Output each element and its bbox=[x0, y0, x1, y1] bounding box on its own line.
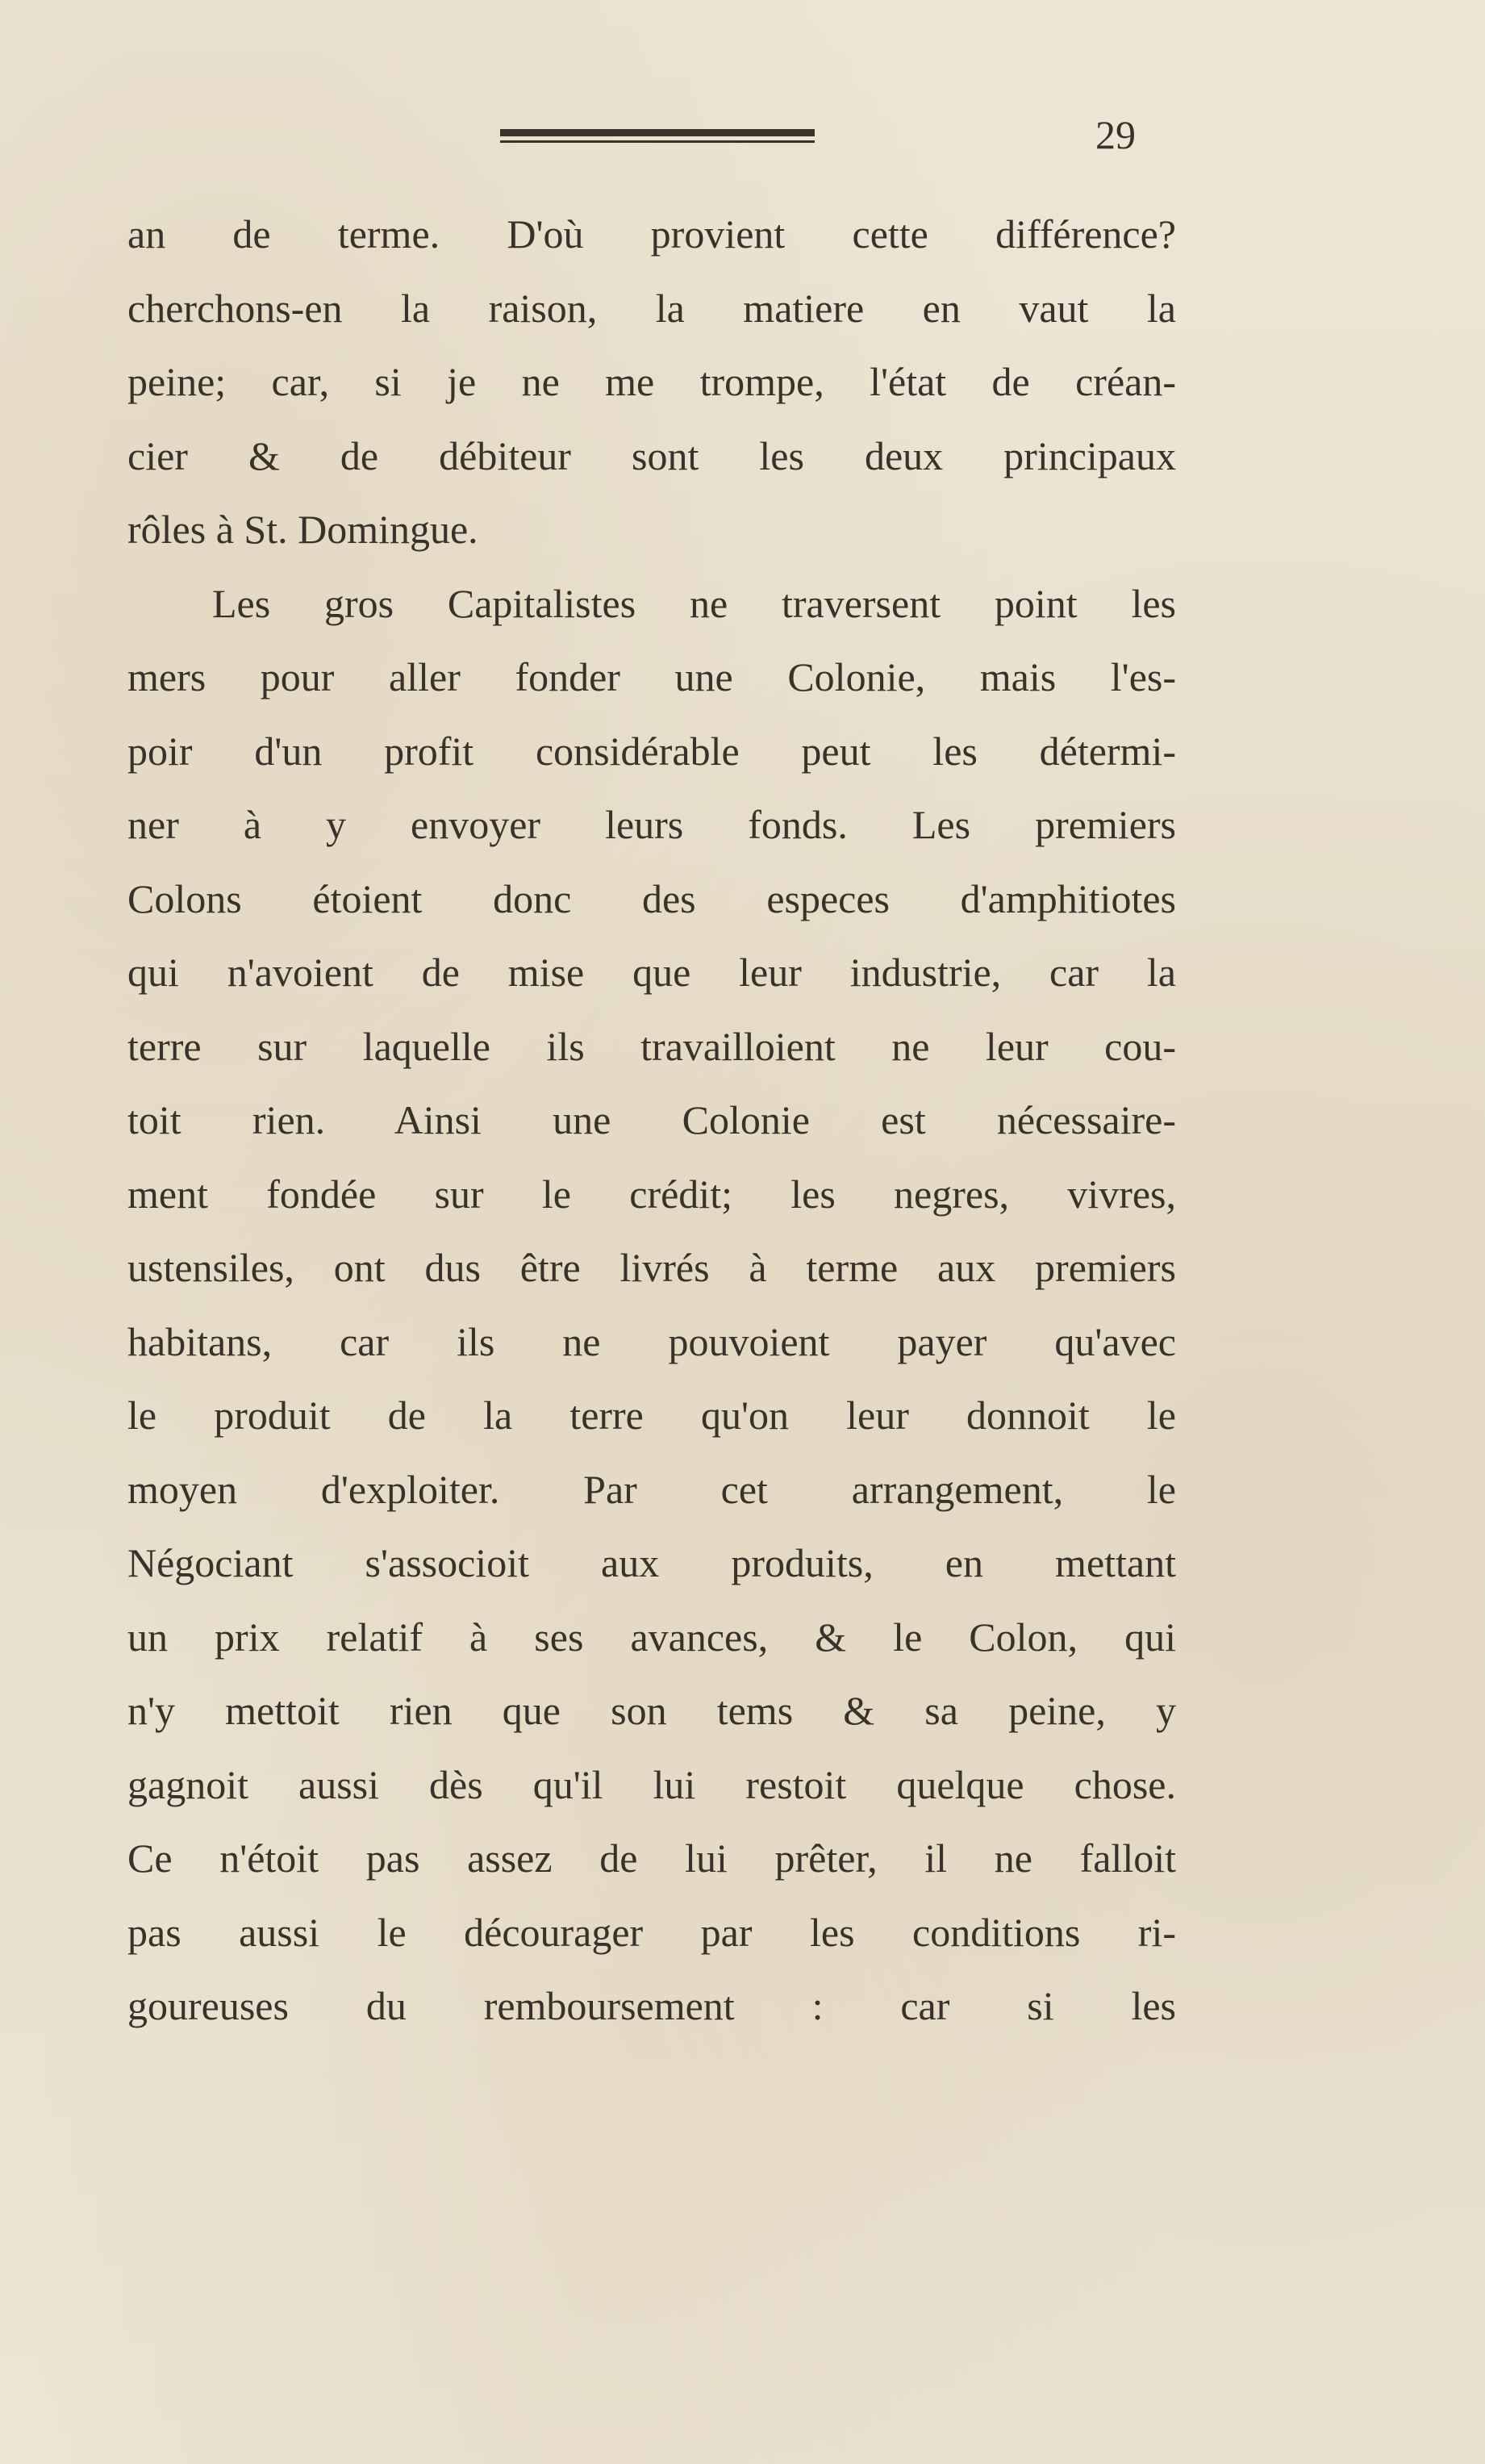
header-rule-thin bbox=[500, 140, 815, 143]
text-line: rôles à St. Domingue. bbox=[127, 507, 478, 552]
body-text bbox=[127, 198, 1176, 2044]
text-line: toit rien. Ainsi une Colonie est nécessaire- bbox=[127, 1097, 1176, 1142]
text-line: qui n'avoient de mise que leur industrie, car la bbox=[127, 950, 1176, 995]
text-line: habitans, car ils ne pouvoient payer qu'avec bbox=[127, 1318, 1176, 1364]
text-line: ustensiles, ont dus être livrés à terme aux premiers bbox=[127, 1245, 1176, 1290]
page-number: 29 bbox=[1095, 112, 1136, 157]
text-line: cherchons-en la raison, la matiere en vaut la bbox=[127, 285, 1176, 331]
text-line: an de terme. D'où provient cette différence? bbox=[127, 211, 1176, 257]
text-line: pas aussi le décourager par les conditions ri- bbox=[127, 1909, 1176, 1955]
text-line: Ce n'étoit pas assez de lui prêter, il ne falloit bbox=[127, 1835, 1176, 1881]
text-line: ner à y envoyer leurs fonds. Les premiers bbox=[127, 802, 1176, 847]
text-line: un prix relatif à ses avances, & le Colon, qui bbox=[127, 1614, 1176, 1660]
text-line: gagnoit aussi dès qu'il lui restoit quelque chose. bbox=[127, 1761, 1176, 1807]
text-line: mers pour aller fonder une Colonie, mais l'es- bbox=[127, 654, 1176, 700]
text-line: le produit de la terre qu'on leur donnoit le bbox=[127, 1393, 1176, 1438]
text-line: Négociant s'associoit aux produits, en mettant bbox=[127, 1540, 1176, 1585]
text-line: poir d'un profit considérable peut les détermi- bbox=[127, 728, 1176, 774]
text-line: moyen d'exploiter. Par cet arrangement, le bbox=[127, 1466, 1176, 1512]
text-line: cier & de débiteur sont les deux principaux bbox=[127, 432, 1176, 478]
header-rule-thick bbox=[500, 129, 815, 136]
header-rule bbox=[500, 129, 815, 147]
text-line: Colons étoient donc des especes d'amphitiotes bbox=[127, 875, 1176, 921]
text-line: Les gros Capitalistes ne traversent point les bbox=[212, 580, 1176, 626]
text-line: n'y mettoit rien que son tems & sa peine, y bbox=[127, 1688, 1176, 1733]
text-line: peine; car, si je ne me trompe, l'état de créan- bbox=[127, 359, 1176, 404]
text-line: goureuses du remboursement : car si les bbox=[127, 1983, 1176, 2028]
text-line: ment fondée sur le crédit; les negres, vivres, bbox=[127, 1171, 1176, 1217]
text-line: terre sur laquelle ils travailloient ne leur cou- bbox=[127, 1023, 1176, 1069]
